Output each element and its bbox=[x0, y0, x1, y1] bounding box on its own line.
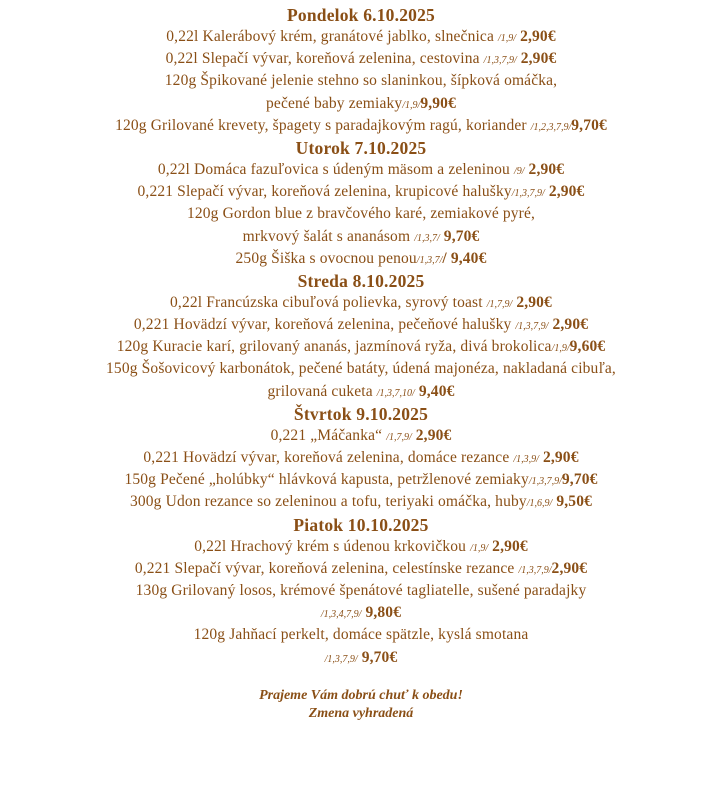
menu-item bbox=[0, 425, 722, 447]
item-price: 9,50€ bbox=[552, 493, 592, 511]
menu-item bbox=[0, 536, 722, 558]
item-price: 2,90€ bbox=[548, 316, 589, 334]
menu-item bbox=[0, 336, 722, 358]
footer-greeting: Prajeme Vám dobrú chuť k obedu! bbox=[259, 687, 463, 703]
menu-item bbox=[0, 447, 722, 469]
allergen-codes: /1,3,7,10/ bbox=[376, 387, 415, 399]
day-section bbox=[0, 270, 722, 403]
day-title: Piatok 10.10.2025 bbox=[293, 514, 429, 535]
allergen-codes: /1,3,7/ bbox=[416, 254, 443, 266]
item-name: 300g Udon rezance so zeleninou a tofu, teriyaki omáčka, huby bbox=[129, 493, 527, 511]
menu-item bbox=[0, 469, 722, 491]
item-name: 120g Kuracie karí, grilovaný ananás, jazmínová ryža, divá brokolica bbox=[116, 338, 552, 356]
allergen-codes: /1,3,7/ bbox=[414, 232, 440, 244]
allergen-codes: /1,9/ bbox=[551, 343, 570, 355]
item-name: 250g Šiška s ovocnou penou bbox=[235, 249, 417, 267]
item-name: mrkvový šalát s ananásom bbox=[242, 227, 415, 245]
allergen-codes: /1,7,9/ bbox=[486, 298, 513, 310]
footer-spacer bbox=[0, 669, 722, 687]
allergen-codes: /1,3,7,9/ bbox=[511, 188, 545, 200]
item-price: 9,40€ bbox=[414, 382, 455, 400]
item-price: / 9,40€ bbox=[442, 249, 487, 267]
allergen-codes: /1,6,9/ bbox=[526, 498, 553, 510]
item-price: 9,70€ bbox=[571, 116, 607, 134]
menu-item bbox=[0, 491, 722, 513]
item-price: 2,90€ bbox=[411, 426, 452, 444]
item-price: 9,70€ bbox=[561, 471, 598, 489]
item-name: 120g Jahňací perkelt, domáce spätzle, kyslá smotana bbox=[193, 626, 529, 644]
item-name: 0,221 Slepačí vývar, koreňová zelenina, celestínske rezance bbox=[134, 559, 519, 577]
menu-item bbox=[0, 558, 722, 580]
item-price: 2,90€ bbox=[516, 28, 556, 45]
menu-item bbox=[0, 647, 722, 669]
allergen-codes: /1,3,7,9/ bbox=[528, 476, 562, 488]
menu-item bbox=[0, 602, 722, 624]
menu-item bbox=[0, 624, 722, 646]
day-title: Pondelok 6.10.2025 bbox=[287, 5, 435, 25]
item-name: grilovaná cuketa bbox=[267, 382, 377, 400]
item-name: 0,221 Hovädzí vývar, koreňová zelenina, pečeňové halušky bbox=[133, 316, 516, 334]
allergen-codes: /1,3,7,9/ bbox=[515, 321, 549, 333]
item-price: 9,70€ bbox=[439, 227, 480, 245]
day-section bbox=[0, 4, 722, 137]
item-price: 2,90€ bbox=[512, 293, 552, 311]
allergen-codes: /1,3,7,9/ bbox=[483, 55, 517, 67]
item-price: 9,60€ bbox=[569, 338, 606, 356]
menu-item bbox=[0, 203, 722, 225]
item-name: 120g Gordon blue z bravčového karé, zemiakové pyré, bbox=[186, 205, 536, 223]
item-price: 2,90€ bbox=[551, 559, 588, 577]
menu-item bbox=[0, 93, 722, 115]
day-title: Streda 8.10.2025 bbox=[297, 270, 425, 291]
allergen-codes: /9/ bbox=[513, 165, 525, 177]
day-section bbox=[0, 403, 722, 514]
menu-item bbox=[0, 580, 722, 602]
item-name: 150g Šošovicový karbonátok, pečené batáty, údená majonéza, nakladaná cibuľa, bbox=[106, 360, 616, 378]
menu-item bbox=[0, 26, 722, 48]
item-name: 150g Pečené „holúbky“ hlávková kapusta, petržlenové zemiaky bbox=[124, 471, 529, 489]
menu-item bbox=[0, 226, 722, 248]
item-name: 0,221 Hovädzí vývar, koreňová zelenina, domáce rezance bbox=[143, 449, 514, 466]
menu-item bbox=[0, 181, 722, 203]
menu-item bbox=[0, 314, 722, 336]
allergen-codes: /1,9/ bbox=[402, 99, 421, 111]
menu-item bbox=[0, 70, 722, 92]
item-price: 2,90€ bbox=[516, 50, 557, 68]
item-name: 0,22l Domáca fazuľovica s údeným mäsom a zeleninou bbox=[157, 160, 514, 178]
menu-item bbox=[0, 292, 722, 314]
item-price: 9,80€ bbox=[361, 604, 402, 622]
day-title: Utorok 7.10.2025 bbox=[295, 137, 427, 158]
menu-item bbox=[0, 159, 722, 181]
item-name: 0,221 Slepačí vývar, koreňová zelenina, krupicové halušky bbox=[137, 183, 512, 201]
allergen-codes: /1,3,4,7,9/ bbox=[320, 609, 362, 621]
item-price: 2,90€ bbox=[538, 449, 579, 466]
allergen-codes: /1,9/ bbox=[470, 542, 489, 554]
menu-item bbox=[0, 358, 722, 380]
allergen-codes: /1,3,7,9/ bbox=[324, 653, 358, 665]
allergen-codes: /1,7,9/ bbox=[386, 431, 412, 443]
allergen-codes: /1,3,9/ bbox=[513, 454, 539, 465]
allergen-codes: /1,2,3,7,9/ bbox=[530, 121, 572, 133]
item-name: 0,22l Slepačí vývar, koreňová zelenina, cestovina bbox=[165, 50, 484, 68]
item-name: 130g Grilovaný losos, krémové špenátové tagliatelle, sušené paradajky bbox=[135, 581, 587, 599]
item-price: 2,90€ bbox=[488, 537, 528, 555]
item-price: 9,70€ bbox=[357, 648, 398, 666]
day-section bbox=[0, 514, 722, 669]
menu-item bbox=[0, 48, 722, 70]
item-price: 2,90€ bbox=[524, 160, 565, 178]
item-name: 0,22l Francúzska cibuľová polievka, syrový toast bbox=[170, 293, 487, 311]
day-title: Štvrtok 9.10.2025 bbox=[293, 403, 429, 424]
footer-note: Zmena vyhradená bbox=[308, 705, 414, 721]
menu-item bbox=[0, 115, 722, 137]
menu-item bbox=[0, 381, 722, 403]
item-name: 0,221 „Máčanka“ bbox=[270, 426, 387, 444]
allergen-codes: /1,9/ bbox=[498, 33, 517, 44]
item-name: 0,22l Hrachový krém s údenou krkovičkou bbox=[194, 537, 471, 555]
day-section bbox=[0, 137, 722, 270]
item-price: 9,90€ bbox=[420, 94, 456, 112]
item-name: pečené baby zemiaky bbox=[266, 94, 403, 112]
item-name: 120g Grilované krevety, špagety s paradajkovým ragú, koriander bbox=[115, 116, 531, 134]
daily-menu bbox=[0, 4, 722, 723]
allergen-codes: /1,3,7,9/ bbox=[518, 564, 552, 576]
item-name: 0,22l Kalerábový krém, granátové jablko, slnečnica bbox=[166, 28, 499, 45]
menu-item bbox=[0, 248, 722, 270]
item-name: 120g Špikované jelenie stehno so slaninkou, šípková omáčka, bbox=[164, 72, 558, 90]
item-price: 2,90€ bbox=[544, 183, 585, 201]
